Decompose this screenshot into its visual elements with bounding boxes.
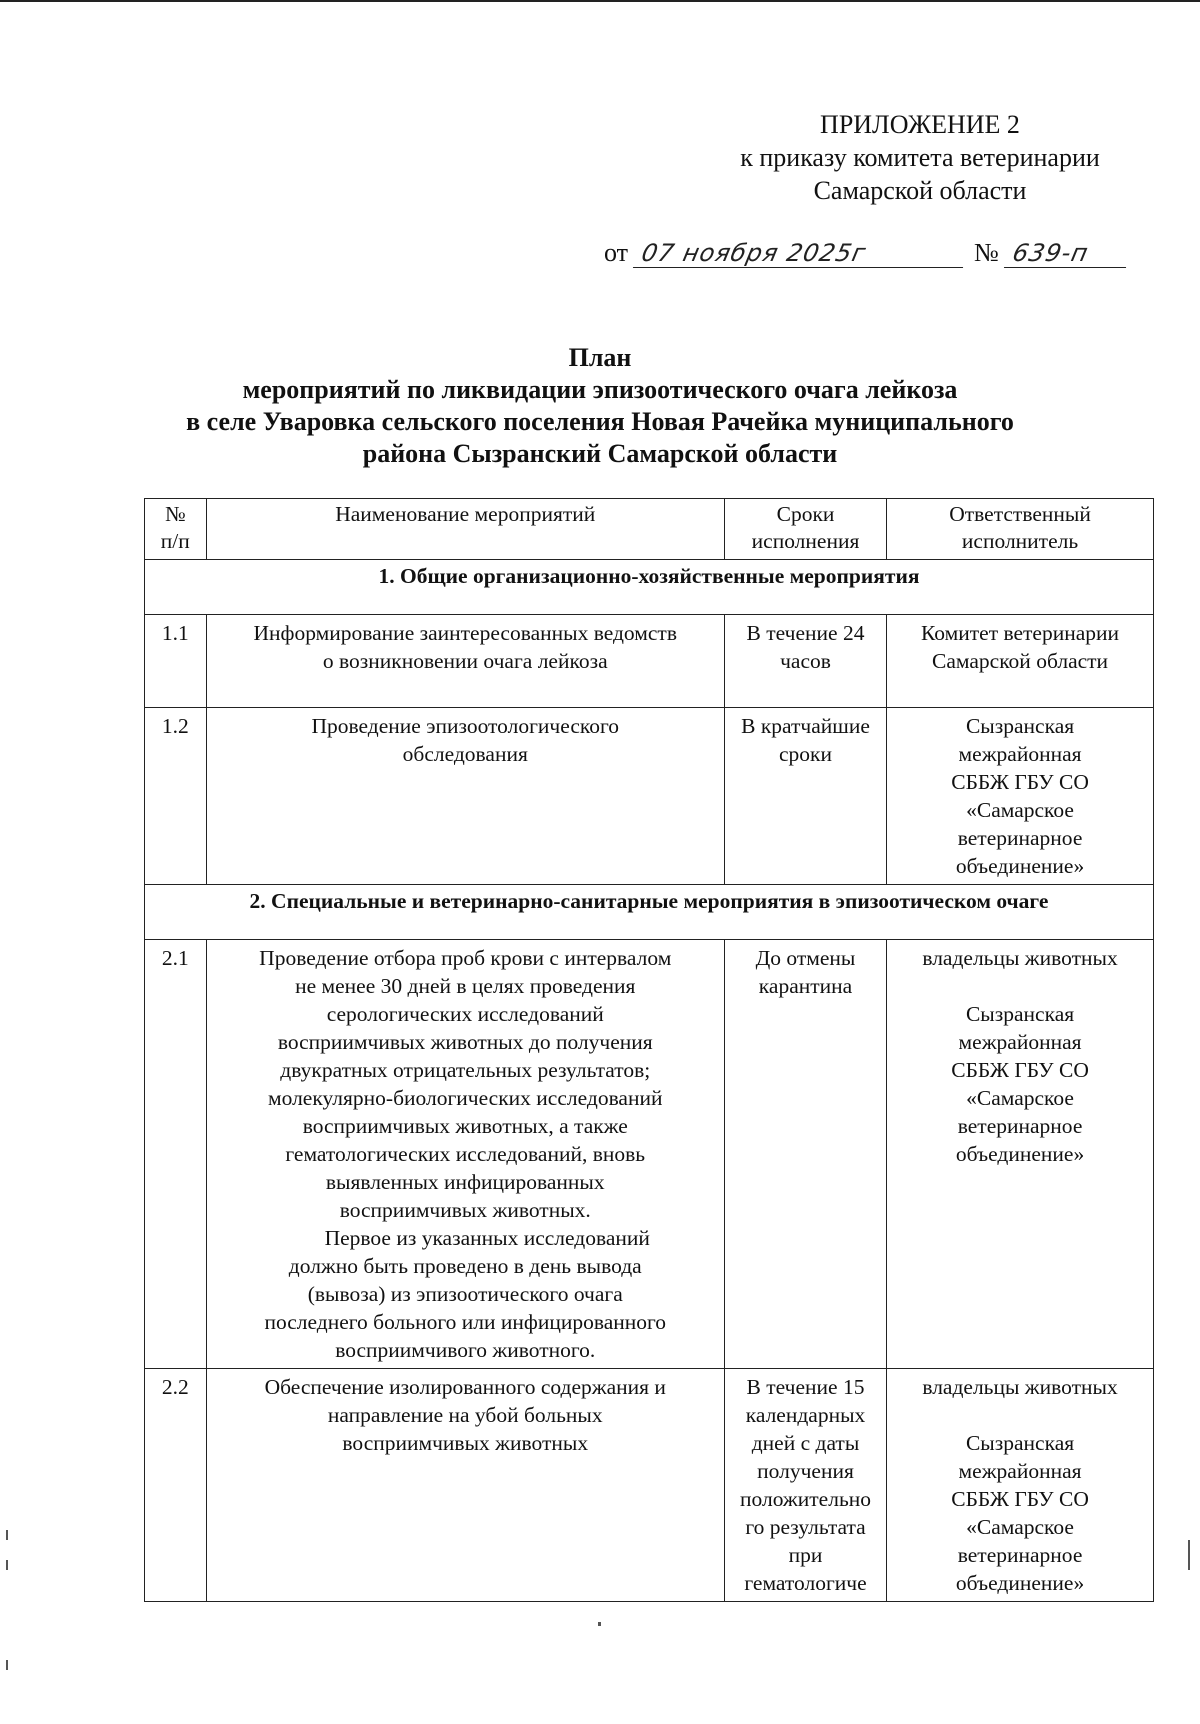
row-term: В течение 24 часов xyxy=(724,615,886,708)
row-term: До отмены карантина xyxy=(724,940,886,1369)
plan-table xyxy=(144,498,1154,1602)
scan-speck xyxy=(598,1622,601,1626)
row-name: Обеспечение изолированного содержания и направление на убой больных восприимчивых животных xyxy=(206,1369,724,1602)
appendix-region: Самарской области xyxy=(813,176,1027,205)
scan-speck xyxy=(6,1530,8,1540)
section-1-title: 1. Общие организационно-хозяйственные мероприятия xyxy=(145,560,1154,615)
header-responsible: Ответственный исполнитель xyxy=(887,499,1154,560)
header-num: № п/п xyxy=(145,499,207,560)
order-from-label: от xyxy=(604,238,629,267)
appendix-subtitle: к приказу комитета ветеринарии xyxy=(740,143,1100,172)
section-2-title: 2. Специальные и ветеринарно-санитарные мероприятия в эпизоотическом очаге xyxy=(145,885,1154,940)
section-2-row xyxy=(145,885,1154,940)
row-num: 2.2 xyxy=(145,1369,207,1602)
table-row xyxy=(145,708,1154,885)
header-term: Сроки исполнения xyxy=(724,499,886,560)
title-line-2: мероприятий по ликвидации эпизоотического очага лейкоза xyxy=(242,375,958,404)
scan-speck xyxy=(6,1660,8,1670)
row-responsible: Комитет ветеринарии Самарской области xyxy=(887,615,1154,708)
section-1-row xyxy=(145,560,1154,615)
row-term: В течение 15 календарных дней с даты получения положительно го результата при гематологиче xyxy=(724,1369,886,1602)
row-num: 2.1 xyxy=(145,940,207,1369)
row-num: 1.1 xyxy=(145,615,207,708)
row-responsible: владельцы животных Сызранская межрайонная СББЖ ГБУ СО «Самарское ветеринарное объединение» xyxy=(887,1369,1154,1602)
order-number-handwritten: 639-п xyxy=(1004,239,1132,268)
row-name: Проведение отбора проб крови с интервалом не менее 30 дней в целях проведения серологических исследований восприимчивых животных до получения двукратных отрицательных результатов; молекулярно-биологических исследований восприимчивых животных, а также гематологических исследований, вновь выявленных инфицированных восприимчивых животных. Первое из указанных исследований должно быть проведено в день вывода (вывоза) из эпизоотического очага последнего больного или инфицированного восприимчивого животного. xyxy=(206,940,724,1369)
row-responsible: Сызранская межрайонная СББЖ ГБУ СО «Самарское ветеринарное объединение» xyxy=(887,708,1154,885)
scan-speck xyxy=(1188,1540,1190,1570)
row-name: Проведение эпизоотологического обследования xyxy=(206,708,724,885)
table-row xyxy=(145,615,1154,708)
title-plan: План xyxy=(568,343,632,372)
table-header-row xyxy=(145,499,1154,560)
order-reference xyxy=(604,238,1129,268)
header-name: Наименование мероприятий xyxy=(206,499,724,560)
scan-speck xyxy=(6,1560,8,1570)
row-responsible: владельцы животных Сызранская межрайонная СББЖ ГБУ СО «Самарское ветеринарное объединение» xyxy=(887,940,1154,1369)
appendix-title: ПРИЛОЖЕНИЕ 2 xyxy=(820,110,1020,139)
row-num: 1.2 xyxy=(145,708,207,885)
appendix-block xyxy=(680,108,1160,207)
page-top-border xyxy=(0,0,1200,2)
title-line-3: в селе Уваровка сельского поселения Новая Рачейка муниципального xyxy=(186,407,1014,436)
table-row xyxy=(145,1369,1154,1602)
table-row xyxy=(145,940,1154,1369)
title-line-4: района Сызранский Самарской области xyxy=(362,439,838,468)
order-date-handwritten: 07 ноября 2025г xyxy=(633,239,969,268)
order-number-label: № xyxy=(974,238,999,267)
document-title xyxy=(120,342,1080,470)
row-name: Информирование заинтересованных ведомств о возникновении очага лейкоза xyxy=(206,615,724,708)
row-term: В кратчайшие сроки xyxy=(724,708,886,885)
